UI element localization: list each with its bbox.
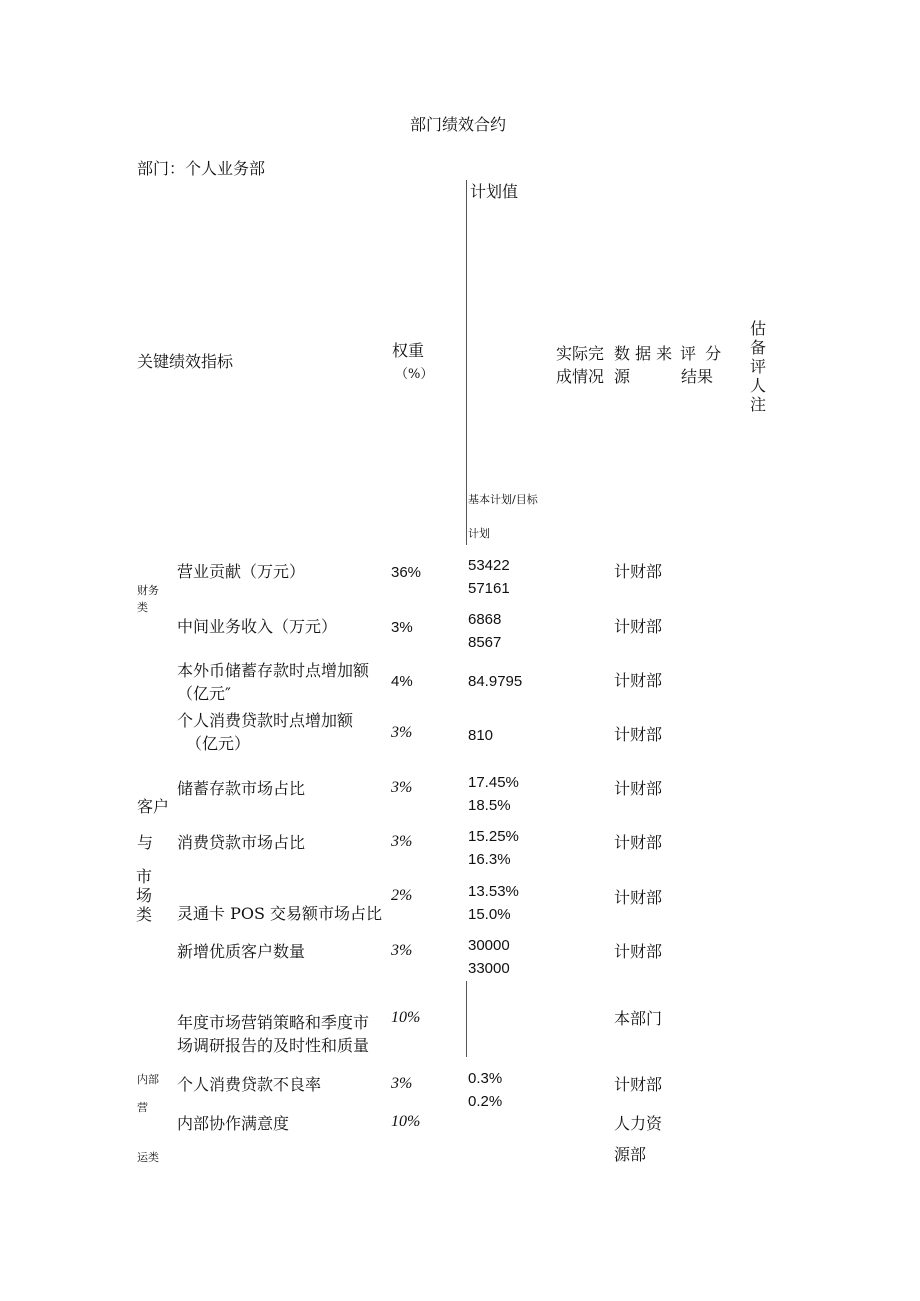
row-source-line2: 源部 xyxy=(614,1145,647,1164)
header-actual-line1: 实际完 xyxy=(556,344,605,363)
header-plan: 计划值 xyxy=(470,182,519,201)
row-plan-basic: 13.53% xyxy=(468,883,519,900)
row-source: 计财部 xyxy=(614,617,663,636)
category-finance-line1: 财务 xyxy=(137,584,159,597)
row-plan-basic: 17.45% xyxy=(468,774,519,791)
row-name-line1: 年度市场营销策略和季度市 xyxy=(177,1013,370,1032)
row-weight: 3% xyxy=(391,619,413,636)
row-weight: 2% xyxy=(391,887,413,904)
row-plan-target: 8567 xyxy=(468,634,502,651)
row-source: 计财部 xyxy=(614,888,663,907)
department-label: 部门：个人业务部 xyxy=(137,159,266,178)
row-plan-basic: 53422 xyxy=(468,557,510,574)
row-plan-basic: 0.3% xyxy=(468,1070,503,1087)
row-name: 新增优质客户数量 xyxy=(177,942,306,961)
row-name: 储蓄存款市场占比 xyxy=(177,779,306,798)
category-customer-line2: 与 xyxy=(137,833,154,852)
row-name-line2: 场调研报告的及时性和质量 xyxy=(177,1036,370,1055)
header-source-line1: 数 据 来 xyxy=(614,344,673,363)
category-finance-line2: 类 xyxy=(137,601,148,614)
header-score-line1: 评 分 xyxy=(680,344,724,363)
row-plan-basic: 84.9795 xyxy=(468,673,523,690)
row-weight: 3% xyxy=(391,724,413,741)
row-name: 灵通卡 POS 交易额市场占比 xyxy=(177,904,383,923)
document-title: 部门绩效合约 xyxy=(410,115,507,134)
row-name: 营业贡献（万元） xyxy=(177,562,306,581)
header-remark: 估备评人注 xyxy=(749,319,766,414)
row-source: 计财部 xyxy=(614,671,663,690)
header-weight: 权重 xyxy=(392,341,425,360)
category-customer-line1: 客户 xyxy=(137,797,170,816)
header-kpi: 关键绩效指标 xyxy=(137,352,234,371)
row-plan-target: 16.3% xyxy=(468,851,511,868)
row-weight: 10% xyxy=(391,1009,421,1026)
row-plan-target: 33000 xyxy=(468,960,510,977)
row-weight: 3% xyxy=(391,779,413,796)
header-actual-line2: 成情况 xyxy=(556,367,605,386)
row-plan-target: 0.2% xyxy=(468,1093,503,1110)
row-source-line1: 人力资 xyxy=(614,1114,663,1133)
row-plan-basic: 810 xyxy=(468,727,494,744)
header-plan-basic: 基本计划/目标 xyxy=(468,493,538,506)
row-source: 计财部 xyxy=(614,725,663,744)
row-plan-divider xyxy=(466,981,467,1057)
row-name: 中间业务收入（万元） xyxy=(177,617,338,636)
row-name-line1: 个人消费贷款时点增加额 xyxy=(177,711,354,730)
row-weight: 3% xyxy=(391,1075,413,1092)
header-weight-unit: （%） xyxy=(395,367,434,382)
row-name-line2: （亿元） xyxy=(186,734,251,753)
row-source: 计财部 xyxy=(614,779,663,798)
row-source: 计财部 xyxy=(614,562,663,581)
row-source: 计财部 xyxy=(614,833,663,852)
row-name: 内部协作满意度 xyxy=(177,1114,290,1133)
row-weight: 3% xyxy=(391,942,413,959)
category-internal-line3: 运类 xyxy=(137,1151,159,1164)
row-plan-target: 18.5% xyxy=(468,797,511,814)
row-weight: 3% xyxy=(391,833,413,850)
row-weight: 10% xyxy=(391,1113,421,1130)
row-name-line1: 本外币储蓄存款时点增加额 xyxy=(177,661,370,680)
plan-column-divider xyxy=(466,180,467,545)
row-plan-target: 15.0% xyxy=(468,906,511,923)
row-source: 计财部 xyxy=(614,1075,663,1094)
row-plan-basic: 6868 xyxy=(468,611,502,628)
row-plan-target: 57161 xyxy=(468,580,510,597)
header-source-line2: 源 xyxy=(614,367,631,386)
header-plan-target: 计划 xyxy=(468,527,490,540)
row-weight: 4% xyxy=(391,673,413,690)
row-plan-basic: 15.25% xyxy=(468,828,519,845)
row-source: 计财部 xyxy=(614,942,663,961)
row-plan-basic: 30000 xyxy=(468,937,510,954)
row-name: 消费贷款市场占比 xyxy=(177,833,306,852)
row-name-line2: （亿元″ xyxy=(177,684,231,703)
row-name: 个人消费贷款不良率 xyxy=(177,1075,322,1094)
header-score-line2: 结果 xyxy=(681,367,714,386)
row-weight: 36% xyxy=(391,564,422,581)
category-internal-line2: 营 xyxy=(137,1101,148,1114)
category-customer-line3: 市场类 xyxy=(135,867,152,924)
category-internal-line1: 内部 xyxy=(137,1073,159,1086)
row-source: 本部门 xyxy=(614,1009,663,1028)
